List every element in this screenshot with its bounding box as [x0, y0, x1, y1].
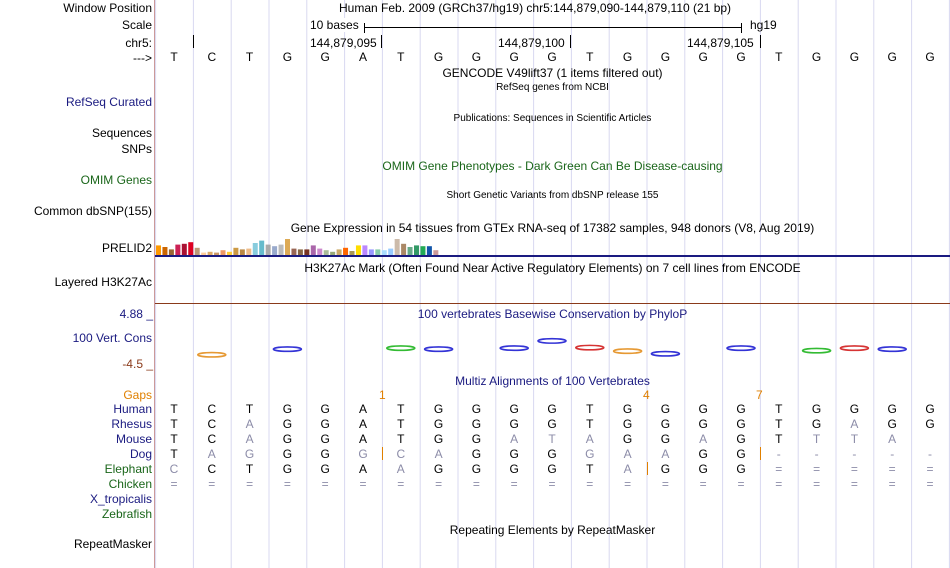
chrom-label: chr5: — [125, 36, 152, 50]
repeatmasker-label[interactable]: RepeatMasker — [73, 537, 152, 551]
aligned-base: - — [852, 447, 857, 461]
gtex-tissue-bar — [362, 245, 367, 255]
phylop-conservation-plot[interactable] — [155, 318, 950, 366]
aligned-base: G — [282, 462, 293, 476]
reference-base: T — [775, 50, 783, 64]
aligned-base: G — [622, 432, 633, 446]
refseq-track-title[interactable]: RefSeq genes from NCBI — [496, 82, 609, 93]
aligned-base: T — [397, 402, 405, 416]
aligned-base: G — [622, 417, 633, 431]
reference-base: G — [811, 50, 822, 64]
aligned-base: G — [509, 447, 519, 461]
gtex-tissue-bar — [156, 245, 161, 255]
gap-count-2: 4 — [643, 388, 650, 402]
gap-count-1: 1 — [379, 388, 386, 402]
phylop-base-mark — [614, 349, 642, 353]
gtex-gene-label[interactable]: PRELID2 — [101, 241, 152, 255]
aligned-base: G — [433, 417, 444, 431]
publications-track-title[interactable]: Publications: Sequences in Scientific Articles — [453, 113, 652, 124]
track-separator — [155, 303, 950, 304]
aligned-base: G — [660, 417, 671, 431]
gtex-track-title[interactable]: Gene Expression in 54 tissues from GTEx RNA-seq of 17382 samples, 948 donors (V8, Aug 2019) — [290, 221, 815, 235]
gtex-tissue-bar — [427, 246, 432, 255]
omim-track-title[interactable]: OMIM Gene Phenotypes - Dark Green Can Be Disease-causing — [382, 159, 723, 173]
gtex-tissue-bar — [266, 245, 271, 255]
insertion-marker — [760, 447, 761, 460]
reference-base: G — [282, 50, 293, 64]
aligned-base: T — [170, 402, 178, 416]
phylop-base-mark — [538, 339, 566, 343]
gaps-label: Gaps — [123, 388, 152, 402]
gtex-tissue-bar — [414, 245, 419, 255]
aligned-base: = — [246, 477, 254, 491]
reference-base: G — [433, 50, 444, 64]
aligned-base: A — [358, 417, 367, 431]
aligned-base: G — [925, 402, 935, 416]
omim-genes-label[interactable]: OMIM Genes — [80, 173, 152, 187]
aligned-base: = — [510, 477, 518, 491]
aligned-base: G — [320, 417, 330, 431]
aligned-base: G — [433, 432, 444, 446]
aligned-base: = — [586, 477, 594, 491]
aligned-base: G — [509, 402, 519, 416]
phylop-track-title[interactable]: 100 vertebrates Basewise Conservation by PhyloP — [417, 307, 688, 321]
aligned-base: C — [207, 432, 217, 446]
aligned-base: G — [358, 447, 368, 461]
aligned-base: G — [320, 432, 330, 446]
aligned-base: A — [510, 432, 519, 446]
aligned-base: C — [396, 447, 406, 461]
aligned-base: G — [547, 402, 557, 416]
ruler-tick — [570, 35, 571, 48]
aligned-base: = — [624, 477, 632, 491]
aligned-base: A — [585, 432, 594, 446]
aligned-base: = — [208, 477, 216, 491]
aligned-base: T — [170, 417, 178, 431]
gtex-tissue-bar — [162, 247, 167, 255]
gtex-tissue-bar — [182, 244, 187, 255]
aligned-base: G — [471, 402, 482, 416]
aligned-base: G — [622, 402, 633, 416]
reference-sequence-row — [0, 50, 950, 64]
aligned-base: = — [661, 477, 669, 491]
ruler-tick — [193, 35, 194, 48]
gtex-tissue-bar — [408, 247, 413, 255]
aligned-base: T — [548, 432, 556, 446]
phylop-base-mark — [387, 346, 415, 350]
aligned-base: = — [813, 477, 821, 491]
reference-base: G — [622, 50, 633, 64]
phylop-max-value: 4.88 _ — [119, 307, 153, 321]
insertion-marker — [382, 447, 383, 460]
aligned-base: = — [699, 477, 707, 491]
aligned-base: G — [547, 447, 557, 461]
gtex-tissue-bar — [195, 248, 200, 255]
reference-base: G — [509, 50, 519, 64]
reference-base: T — [170, 50, 178, 64]
aligned-base: G — [585, 447, 595, 461]
aligned-base: A — [661, 447, 670, 461]
aligned-base: A — [358, 462, 367, 476]
phylop-base-mark — [500, 346, 528, 350]
aligned-base: = — [548, 477, 556, 491]
aligned-base: G — [698, 447, 708, 461]
common-dbsnp-label[interactable]: Common dbSNP(155) — [33, 204, 152, 218]
scale-bar-right-end — [741, 23, 742, 33]
reference-base: G — [925, 50, 935, 64]
reference-base: T — [245, 50, 254, 64]
species-label: Chicken — [108, 477, 152, 491]
aligned-base: G — [887, 417, 897, 431]
gtex-expression-bars[interactable] — [155, 237, 535, 256]
scale-bar-left-end — [364, 23, 365, 33]
gtex-tissue-bar — [253, 243, 258, 255]
scale-bases-text: 10 bases — [310, 18, 359, 32]
aligned-base: A — [358, 402, 367, 416]
aligned-base: G — [320, 447, 330, 461]
aligned-base: G — [320, 462, 330, 476]
aligned-base: A — [434, 447, 443, 461]
gtex-tissue-bar — [311, 245, 316, 255]
aligned-base: G — [660, 462, 671, 476]
reference-base: G — [849, 50, 860, 64]
layered-h3k27ac-label[interactable]: Layered H3K27Ac — [54, 275, 152, 289]
species-label: Dog — [129, 447, 152, 461]
gtex-tissue-bar — [420, 246, 425, 255]
phylop-min-value: -4.5 _ — [122, 357, 153, 371]
gtex-tissue-bar — [259, 241, 264, 255]
aligned-base: C — [207, 417, 217, 431]
strand-label: ---> — [133, 51, 152, 65]
multiz-track-title[interactable]: Multiz Alignments of 100 Vertebrates — [455, 374, 650, 388]
aligned-base: A — [623, 447, 632, 461]
scale-label: Scale — [121, 18, 152, 32]
aligned-base: G — [433, 462, 444, 476]
aligned-base: G — [282, 402, 293, 416]
phylop-base-mark — [803, 348, 831, 352]
insertion-marker — [647, 462, 648, 475]
aligned-base: = — [435, 477, 443, 491]
aligned-base: = — [926, 477, 934, 491]
aligned-base: = — [170, 477, 178, 491]
reference-base: G — [698, 50, 708, 64]
gtex-tissue-bar — [395, 239, 400, 255]
aligned-base: C — [169, 462, 179, 476]
aligned-base: A — [358, 432, 367, 446]
h3k27ac-track-title[interactable]: H3K27Ac Mark (Often Found Near Active Regulatory Elements) on 7 cell lines from ENCODE — [304, 261, 801, 275]
aligned-base: = — [321, 477, 329, 491]
aligned-base: G — [887, 402, 897, 416]
aligned-base: T — [812, 432, 821, 446]
reference-base: A — [358, 50, 367, 64]
reference-base: G — [660, 50, 671, 64]
phylop-base-mark — [273, 347, 301, 351]
aligned-base: G — [736, 462, 746, 476]
aligned-base: G — [925, 417, 935, 431]
aligned-base: G — [698, 402, 708, 416]
aligned-base: G — [698, 462, 708, 476]
assembly-position-text[interactable]: Human Feb. 2009 (GRCh37/hg19) chr5:144,879,090-144,879,110 (21 bp) — [339, 1, 732, 15]
phylop-track-label[interactable]: 100 Vert. Cons — [72, 331, 152, 345]
aligned-base: T — [245, 402, 254, 416]
aligned-base: G — [736, 447, 746, 461]
aligned-base: = — [850, 462, 858, 476]
aligned-base: G — [736, 417, 746, 431]
aligned-base: C — [207, 402, 217, 416]
aligned-base: G — [736, 432, 746, 446]
aligned-base: = — [283, 477, 291, 491]
aligned-base: G — [282, 417, 293, 431]
aligned-base: G — [282, 432, 293, 446]
gtex-tissue-bar — [188, 242, 193, 255]
aligned-base: = — [775, 462, 783, 476]
reference-base: G — [547, 50, 557, 64]
phylop-base-mark — [198, 353, 226, 357]
aligned-base: G — [471, 417, 482, 431]
aligned-base: T — [397, 432, 405, 446]
aligned-base: = — [397, 477, 405, 491]
aligned-base: = — [775, 477, 783, 491]
aligned-base: T — [775, 432, 783, 446]
aligned-base: = — [850, 477, 858, 491]
track-separator — [155, 255, 950, 257]
aligned-base: G — [698, 417, 708, 431]
species-label: Human — [113, 402, 152, 416]
aligned-base: = — [888, 462, 896, 476]
reference-base: C — [207, 50, 217, 64]
ruler-tick — [760, 35, 761, 48]
reference-base: G — [471, 50, 482, 64]
phylop-base-mark — [425, 347, 453, 351]
aligned-base: T — [397, 417, 405, 431]
aligned-base: G — [811, 402, 822, 416]
aligned-base: A — [207, 447, 216, 461]
aligned-base: A — [245, 432, 254, 446]
aligned-base: A — [245, 417, 254, 431]
phylop-base-mark — [576, 345, 604, 349]
aligned-base: T — [850, 432, 859, 446]
reference-base: T — [586, 50, 594, 64]
scale-bar — [364, 27, 742, 28]
aligned-base: - — [814, 447, 819, 461]
aligned-base: - — [928, 447, 932, 461]
repeatmasker-track-title[interactable]: Repeating Elements by RepeatMasker — [449, 523, 656, 537]
aligned-base: A — [623, 462, 632, 476]
aligned-base: T — [170, 447, 178, 461]
gap-count-3: 7 — [756, 388, 763, 402]
aligned-base: T — [170, 432, 178, 446]
aligned-base: = — [813, 462, 821, 476]
aligned-base: G — [244, 447, 255, 461]
gencode-track-title[interactable]: GENCODE V49lift37 (1 items filtered out) — [442, 66, 663, 80]
window-position-label: Window Position — [63, 1, 152, 15]
aligned-base: G — [509, 462, 519, 476]
reference-base: G — [887, 50, 897, 64]
ruler-position-3: 144,879,105 — [687, 36, 754, 50]
aligned-base: T — [586, 417, 594, 431]
species-label: Elephant — [104, 462, 152, 476]
aligned-base: G — [471, 432, 482, 446]
aligned-base: G — [433, 402, 444, 416]
aligned-base: = — [888, 477, 896, 491]
gtex-tissue-bar — [272, 246, 277, 255]
aligned-base: A — [888, 432, 897, 446]
aligned-base: A — [850, 417, 859, 431]
gtex-tissue-bar — [401, 244, 406, 255]
aligned-base: G — [547, 462, 557, 476]
phylop-base-mark — [727, 346, 755, 350]
snps-label[interactable]: SNPs — [121, 142, 152, 156]
reference-base: T — [397, 50, 405, 64]
aligned-base: = — [737, 477, 745, 491]
ruler-position-2: 144,879,100 — [498, 36, 565, 50]
aligned-base: G — [736, 402, 746, 416]
aligned-base: - — [890, 447, 895, 461]
aligned-base: T — [775, 402, 783, 416]
species-label: X_tropicalis — [89, 492, 152, 506]
aligned-base: A — [396, 462, 405, 476]
ruler-tick — [381, 35, 382, 48]
gtex-tissue-bar — [356, 245, 361, 255]
species-label: Rhesus — [111, 417, 152, 431]
gtex-tissue-bar — [175, 245, 180, 255]
gtex-tissue-bar — [285, 239, 290, 255]
aligned-base: = — [926, 462, 934, 476]
aligned-base: G — [660, 432, 671, 446]
aligned-base: G — [282, 447, 293, 461]
species-label: Zebrafish — [101, 507, 152, 521]
aligned-base: = — [472, 477, 480, 491]
ruler-position-1: 144,879,095 — [310, 36, 377, 50]
aligned-base: G — [471, 447, 482, 461]
refseq-curated-label[interactable]: RefSeq Curated — [65, 95, 152, 109]
phylop-base-mark — [651, 352, 679, 356]
phylop-base-mark — [840, 346, 868, 350]
aligned-base: T — [586, 462, 594, 476]
aligned-base: G — [849, 402, 860, 416]
gtex-tissue-bar — [233, 248, 238, 255]
aligned-base: C — [207, 462, 217, 476]
aligned-base: G — [660, 402, 671, 416]
aligned-base: T — [586, 402, 594, 416]
aligned-base: G — [547, 417, 557, 431]
aligned-base: T — [775, 417, 783, 431]
aligned-base: G — [811, 417, 822, 431]
gtex-tissue-bar — [279, 245, 284, 255]
scale-db-text: hg19 — [750, 18, 777, 32]
species-label: Mouse — [115, 432, 152, 446]
reference-base: G — [320, 50, 330, 64]
gtex-tissue-bar — [343, 248, 348, 255]
aligned-base: G — [509, 417, 519, 431]
aligned-base: G — [320, 402, 330, 416]
aligned-base: G — [471, 462, 482, 476]
aligned-base: = — [359, 477, 367, 491]
sequences-label[interactable]: Sequences — [91, 126, 152, 140]
aligned-base: - — [776, 447, 781, 461]
reference-base: G — [736, 50, 746, 64]
phylop-base-mark — [878, 347, 906, 351]
aligned-base: T — [245, 462, 254, 476]
dbsnp-track-title[interactable]: Short Genetic Variants from dbSNP release 155 — [446, 190, 659, 201]
aligned-base: A — [699, 432, 708, 446]
